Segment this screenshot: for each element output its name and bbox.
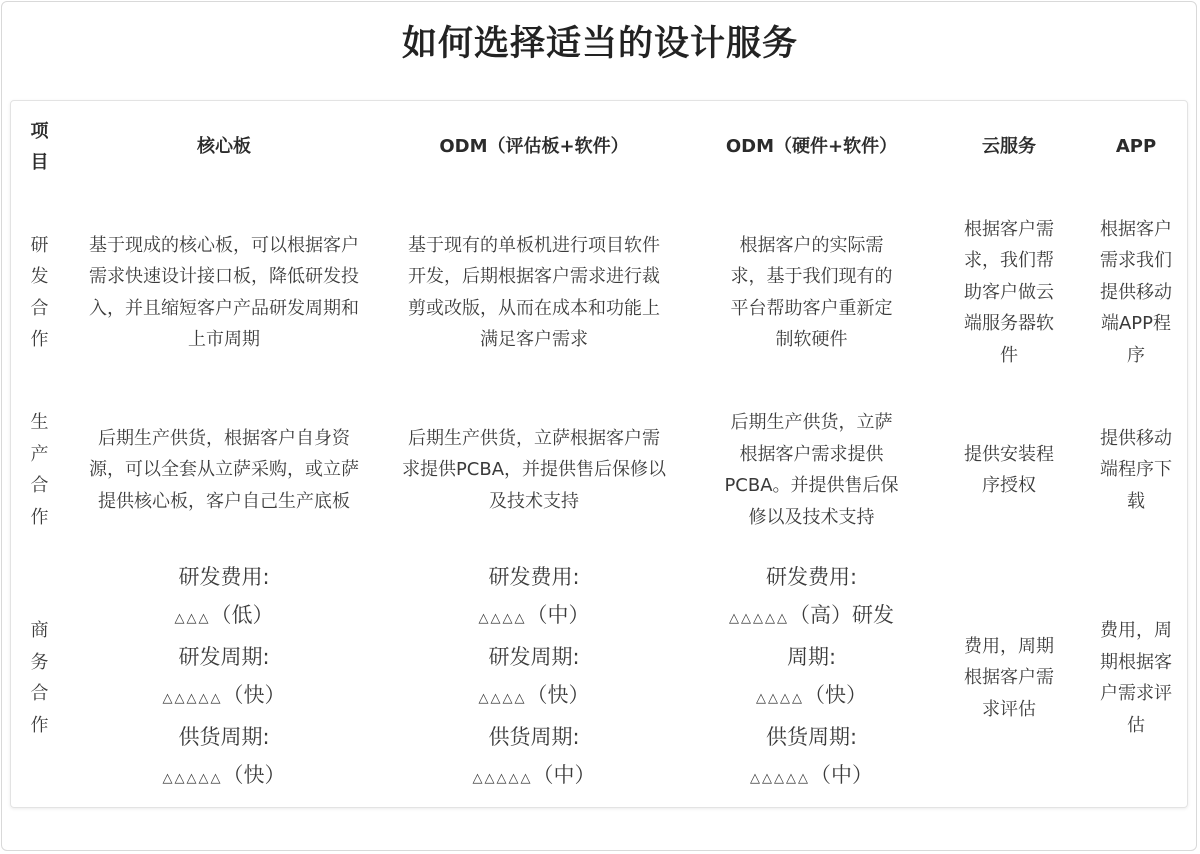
cell-business-odm-eval: 研发费用: △△△△（中） 研发周期: △△△△（快） 供货周期: △△△△△（中） <box>472 565 596 787</box>
cell-rd-app: 根据客户 需求我们 提供移动 端APP程 序 <box>1100 218 1172 366</box>
services-table <box>10 100 1188 807</box>
rating-marks: △△△△△ <box>750 771 810 786</box>
header-item: 项 目 <box>30 120 49 173</box>
cell-production-app: 提供移动 端程序下 载 <box>1100 427 1172 512</box>
header-odm-hardware: ODM（硬件+软件） <box>725 136 898 158</box>
rating-marks: △△△△ <box>756 691 804 706</box>
cell-production-cloud: 提供安装程 序授权 <box>964 443 1054 496</box>
cell-business-cloud: 费用，周期 根据客户需 求评估 <box>964 635 1054 720</box>
cell-production-odm-eval: 后期生产供货，立萨根据客户需 求提供PCBA，并提供售后保修以 及技术支持 <box>401 427 667 512</box>
rating-marks: △△△△△ <box>162 771 223 786</box>
cell-production-odm-hardware: 后期生产供货，立萨 根据客户需求提供 PCBA。并提供售后保 修以及技术支持 <box>724 412 899 528</box>
header-odm-eval: ODM（评估板+软件） <box>439 136 629 158</box>
row-label-business: 商 务 合 作 <box>30 620 49 736</box>
table-row-rd <box>10 194 1188 391</box>
cell-production-core: 后期生产供货，根据客户自身资 源，可以全套从立萨采购，或立萨 提供核心板，客户自己生产底板 <box>89 427 359 512</box>
page-title: 如何选择适当的设计服务 <box>401 24 798 64</box>
cell-rd-odm-hardware: 根据客户的实际需 求，基于我们现有的 平台帮助客户重新定 制软硬件 <box>730 234 893 350</box>
cell-business-core: 研发费用: △△△（低） 研发周期: △△△△△（快） 供货周期: △△△△△（快） <box>162 565 286 787</box>
row-label-rd: 研 发 合 作 <box>30 234 49 350</box>
header-row <box>10 100 1188 194</box>
cell-business-odm-hardware: 研发费用: △△△△△（高）研发 周期: △△△△（快） 供货周期: △△△△△（中） <box>729 565 894 787</box>
table-row-production <box>10 391 1188 549</box>
header-cloud: 云服务 <box>982 136 1036 158</box>
rating-marks: △△△ <box>174 611 211 626</box>
cell-rd-cloud: 根据客户需 求，我们帮 助客户做云 端服务器软 件 <box>964 218 1054 366</box>
header-core-board: 核心板 <box>197 136 251 158</box>
cell-business-app: 费用，周 期根据客 户需求评 估 <box>1100 620 1172 736</box>
cell-rd-core: 基于现成的核心板，可以根据客户 需求快速设计接口板，降低研发投 入，并且缩短客户产品研发周期和 上市周期 <box>89 234 359 350</box>
rating-marks: △△△△△ <box>472 771 533 786</box>
rating-marks: △△△△△ <box>729 611 789 626</box>
rating-marks: △△△△△ <box>162 691 223 706</box>
row-label-production: 生 产 合 作 <box>30 412 49 528</box>
rating-marks: △△△△ <box>478 611 527 626</box>
rating-marks: △△△△ <box>478 691 527 706</box>
cell-rd-odm-eval: 基于现有的单板机进行项目软件 开发，后期根据客户需求进行裁 剪或改版，从而在成本和功能上 满足客户需求 <box>408 234 660 350</box>
header-app: APP <box>1115 136 1157 158</box>
table-row-business <box>10 549 1188 807</box>
comparison-table <box>10 100 1188 808</box>
